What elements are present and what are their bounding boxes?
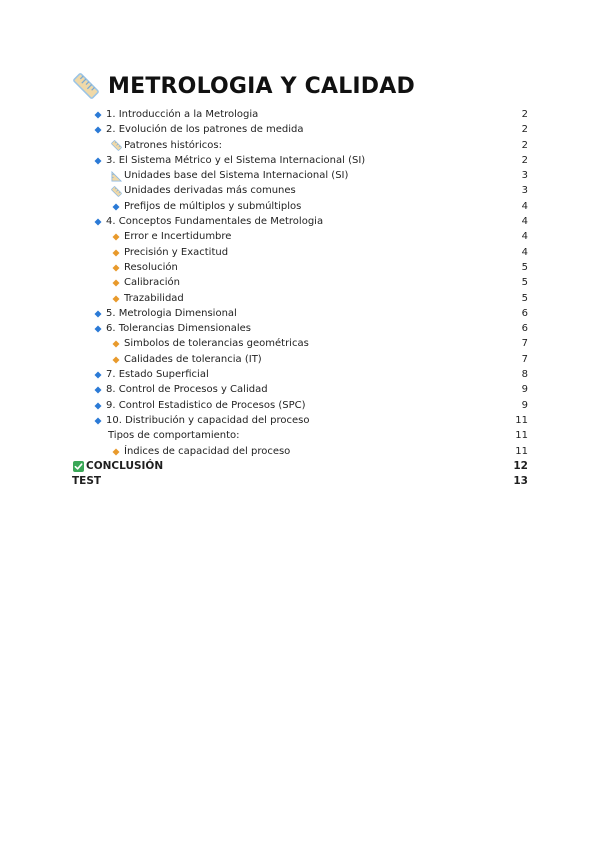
- ruler-icon: [110, 185, 122, 197]
- blue-diamond-icon: [92, 216, 104, 228]
- toc-entry[interactable]: [72, 336, 528, 351]
- blue-diamond-icon: [92, 109, 104, 121]
- toc-entry-page-number: 7: [521, 338, 528, 350]
- orange-diamond-icon: [110, 293, 122, 305]
- toc-entry[interactable]: [72, 245, 528, 260]
- blue-diamond-icon: [92, 369, 104, 381]
- toc-entry-label: Índices de capacidad del proceso: [124, 445, 291, 457]
- toc-entry[interactable]: [72, 459, 528, 474]
- toc-entry-page-number: 5: [521, 261, 528, 273]
- toc-entry-label: Simbolos de tolerancias geométricas: [124, 338, 309, 350]
- toc-entry[interactable]: [72, 153, 528, 168]
- blue-diamond-icon: [92, 384, 104, 396]
- toc-entry-label: 3. El Sistema Métrico y el Sistema Internacional (SI): [106, 154, 366, 166]
- toc-entry[interactable]: [72, 398, 528, 413]
- toc-entry-page-number: 5: [521, 292, 528, 304]
- toc-entry[interactable]: [72, 428, 528, 443]
- toc-entry-page-number: 13: [513, 475, 528, 488]
- toc-entry-label: Calidades de tolerancia (IT): [124, 353, 262, 365]
- blue-diamond-icon: [92, 400, 104, 412]
- toc-entry[interactable]: [72, 214, 528, 229]
- toc-entry-page-number: 4: [521, 246, 528, 258]
- toc-entry-label: 7. Estado Superficial: [106, 369, 209, 381]
- ruler-icon: [110, 140, 122, 152]
- toc-entry[interactable]: [72, 275, 528, 290]
- toc-entry-page-number: 3: [521, 185, 528, 197]
- toc-entry[interactable]: [72, 122, 528, 137]
- toc-entry[interactable]: [72, 413, 528, 428]
- blue-diamond-icon: [92, 415, 104, 427]
- toc-entry-page-number: 3: [521, 170, 528, 182]
- toc-entry[interactable]: [72, 183, 528, 198]
- toc-entry-label: 6. Tolerancias Dimensionales: [106, 323, 251, 335]
- document-title-row: [72, 72, 415, 100]
- toc-entry[interactable]: [72, 168, 528, 183]
- toc-entry[interactable]: [72, 107, 528, 122]
- toc-entry-page-number: 6: [521, 323, 528, 335]
- toc-entry[interactable]: [72, 352, 528, 367]
- toc-entry[interactable]: [72, 199, 528, 214]
- toc-entry-label: 5. Metrologia Dimensional: [106, 307, 237, 319]
- orange-diamond-icon: [110, 338, 122, 350]
- toc-entry[interactable]: [72, 260, 528, 275]
- blue-diamond-icon: [92, 308, 104, 320]
- toc-entry-page-number: 11: [515, 414, 528, 426]
- toc-entry-label: 2. Evolución de los patrones de medida: [106, 124, 304, 136]
- toc-entry-label: Resolución: [124, 261, 178, 273]
- toc-entry-page-number: 9: [521, 399, 528, 411]
- document-title: METROLOGIA Y CALIDAD: [108, 73, 415, 99]
- orange-diamond-icon: [110, 277, 122, 289]
- toc-entry-page-number: 12: [513, 459, 528, 472]
- toc-entry-label: Precisión y Exactitud: [124, 246, 229, 258]
- toc-entry-page-number: 4: [521, 200, 528, 212]
- toc-entry[interactable]: [72, 291, 528, 306]
- toc-entry-page-number: 11: [515, 430, 528, 442]
- orange-diamond-icon: [110, 231, 122, 243]
- blue-diamond-icon: [110, 201, 122, 213]
- toc-entry-page-number: 2: [521, 124, 528, 136]
- toc-entry-label: 9. Control Estadistico de Procesos (SPC): [106, 399, 306, 411]
- toc-entry[interactable]: [72, 367, 528, 382]
- toc-entry-label: 1. Introducción a la Metrologia: [106, 109, 259, 120]
- toc-entry[interactable]: [72, 138, 528, 153]
- toc-entry-label: 8. Control de Procesos y Calidad: [106, 384, 268, 396]
- toc-entry-page-number: 6: [521, 307, 528, 319]
- toc-entry[interactable]: [72, 229, 528, 244]
- blue-diamond-icon: [92, 323, 104, 335]
- toc-entry[interactable]: [72, 474, 528, 489]
- orange-diamond-icon: [110, 446, 122, 458]
- toc-entry-label: Unidades derivadas más comunes: [124, 185, 296, 197]
- table-of-contents: [72, 107, 528, 489]
- toc-entry-label: Error e Incertidumbre: [124, 231, 232, 243]
- orange-diamond-icon: [110, 262, 122, 274]
- toc-entry-label: Patrones históricos:: [124, 139, 222, 151]
- toc-entry-label: 10. Distribución y capacidad del proceso: [106, 414, 310, 426]
- toc-entry-page-number: 7: [521, 353, 528, 365]
- toc-entry-label: Trazabilidad: [124, 292, 184, 304]
- toc-entry-page-number: 4: [521, 216, 528, 228]
- toc-entry-label: 4. Conceptos Fundamentales de Metrologia: [106, 216, 324, 228]
- orange-diamond-icon: [110, 354, 122, 366]
- blue-diamond-icon: [92, 124, 104, 136]
- toc-entry-label: Prefijos de múltiplos y submúltiplos: [124, 200, 302, 212]
- toc-entry-page-number: 2: [521, 109, 528, 120]
- toc-entry-label: TEST: [72, 475, 102, 488]
- toc-entry[interactable]: [72, 306, 528, 321]
- blue-diamond-icon: [92, 155, 104, 167]
- toc-entry-page-number: 4: [521, 231, 528, 243]
- toc-entry-page-number: 8: [521, 369, 528, 381]
- toc-entry[interactable]: [72, 321, 528, 336]
- toc-entry[interactable]: [72, 382, 528, 397]
- check-mark-icon: [72, 461, 84, 473]
- toc-entry-page-number: 2: [521, 154, 528, 166]
- toc-entry-page-number: 5: [521, 277, 528, 289]
- toc-entry-page-number: 9: [521, 384, 528, 396]
- toc-entry-label: Calibración: [124, 277, 180, 289]
- toc-entry-label: Unidades base del Sistema Internacional (SI): [124, 170, 349, 182]
- ruler-icon: [72, 72, 100, 100]
- toc-entry-label: Tipos de comportamiento:: [108, 430, 240, 442]
- toc-entry-label: CONCLUSIÓN: [86, 459, 164, 472]
- triangle-ruler-icon: [110, 170, 122, 182]
- toc-entry-page-number: 2: [521, 139, 528, 151]
- orange-diamond-icon: [110, 247, 122, 259]
- toc-entry-page-number: 11: [515, 445, 528, 457]
- toc-entry[interactable]: [72, 444, 528, 459]
